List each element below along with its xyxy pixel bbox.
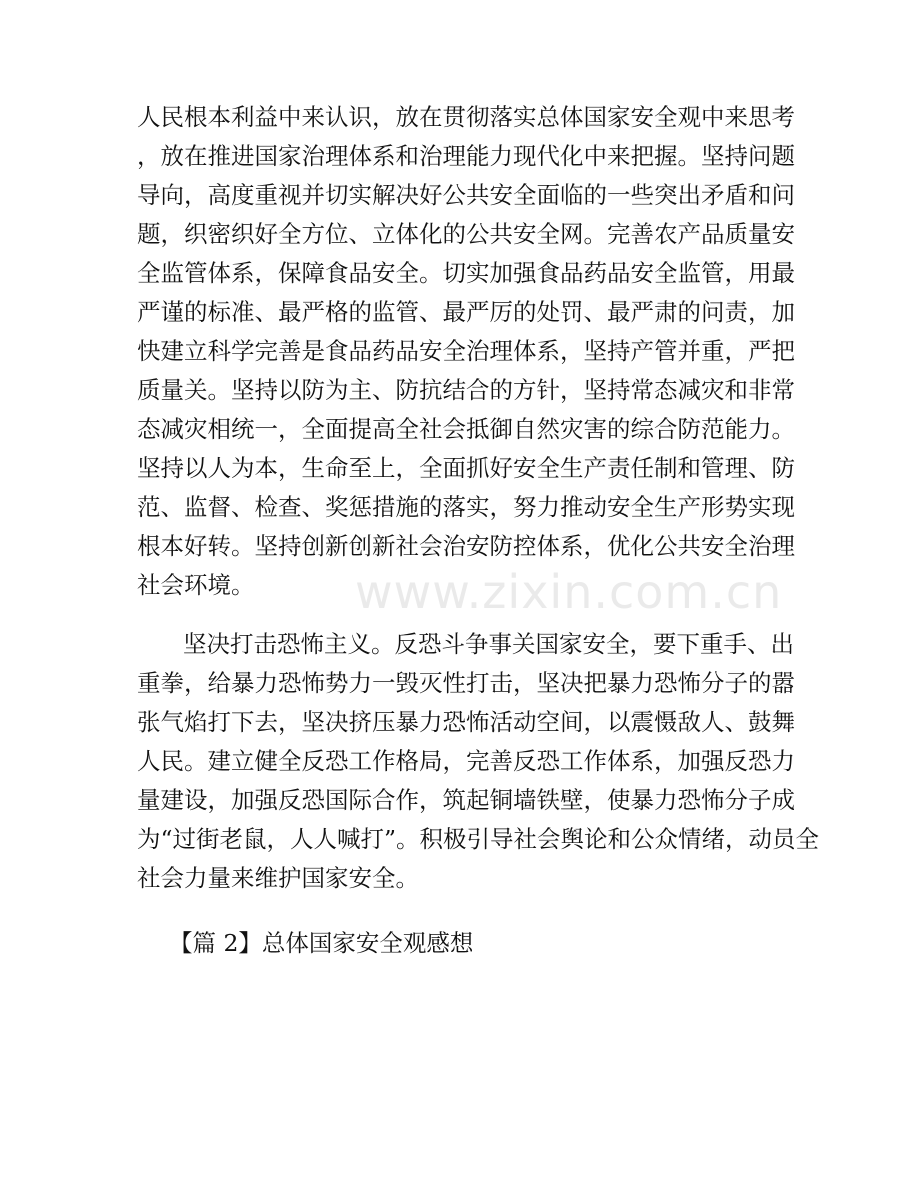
text-line: 根本好转。坚持创新创新社会治安防控体系，优化公共安全治理: [137, 532, 795, 560]
text-line: 范、监督、检查、奖惩措施的落实，努力推动安全生产形势实现: [137, 493, 795, 521]
text-line: 坚决打击恐怖主义。反恐斗争事关国家安全，要下重手、出: [183, 630, 794, 658]
section-heading: 【篇 2】总体国家安全观感想: [169, 929, 474, 957]
text-line: 快建立科学完善是食品药品安全治理体系，坚持产管并重，严把: [137, 337, 795, 365]
text-line: 人民。建立健全反恐工作格局，完善反恐工作体系，加强反恐力: [137, 747, 795, 775]
text-line: 人民根本利益中来认识，放在贯彻落实总体国家安全观中来思考: [137, 103, 795, 131]
paragraph-1: [137, 98, 795, 605]
text-line: ，放在推进国家治理体系和治理能力现代化中来把握。坚持问题: [137, 142, 795, 170]
text-line: 量建设，加强反恐国际合作，筑起铜墙铁壁，使暴力恐怖分子成: [137, 786, 795, 814]
text-line: 坚持以人为本，生命至上，全面抓好安全生产责任制和管理、防: [137, 454, 795, 482]
text-line: 重拳，给暴力恐怖势力一毁灭性打击，坚决把暴力恐怖分子的嚣: [137, 669, 795, 697]
text-line: 社会环境。: [137, 571, 255, 599]
text-line: 态减灾相统一，全面提高全社会抵御自然灾害的综合防范能力。: [137, 415, 795, 443]
text-line: 为“过街老鼠，人人喊打”。积极引导社会舆论和公众情绪，动员全: [137, 825, 820, 853]
text-line: 张气焰打下去，坚决挤压暴力恐怖活动空间，以震慑敌人、鼓舞: [137, 708, 795, 736]
text-line: 质量关。坚持以防为主、防抗结合的方针，坚持常态减灾和非常: [137, 376, 795, 404]
document-body: [137, 98, 820, 963]
text-line: 严谨的标准、最严格的监管、最严厉的处罚、最严肃的问责，加: [137, 298, 795, 326]
paragraph-spacer: [137, 605, 777, 625]
paragraph-2: [137, 625, 820, 898]
text-line: 题，织密织好全方位、立体化的公共安全网。完善农产品质量安: [137, 220, 795, 248]
watermark: www.zixin.com.cn: [355, 565, 783, 619]
text-line: 导向，高度重视并切实解决好公共安全面临的一些突出矛盾和问: [137, 181, 795, 209]
paragraph-spacer: [137, 898, 777, 918]
text-line: 全监管体系，保障食品安全。切实加强食品药品安全监管，用最: [137, 259, 795, 287]
text-line: 社会力量来维护国家安全。: [137, 864, 419, 892]
